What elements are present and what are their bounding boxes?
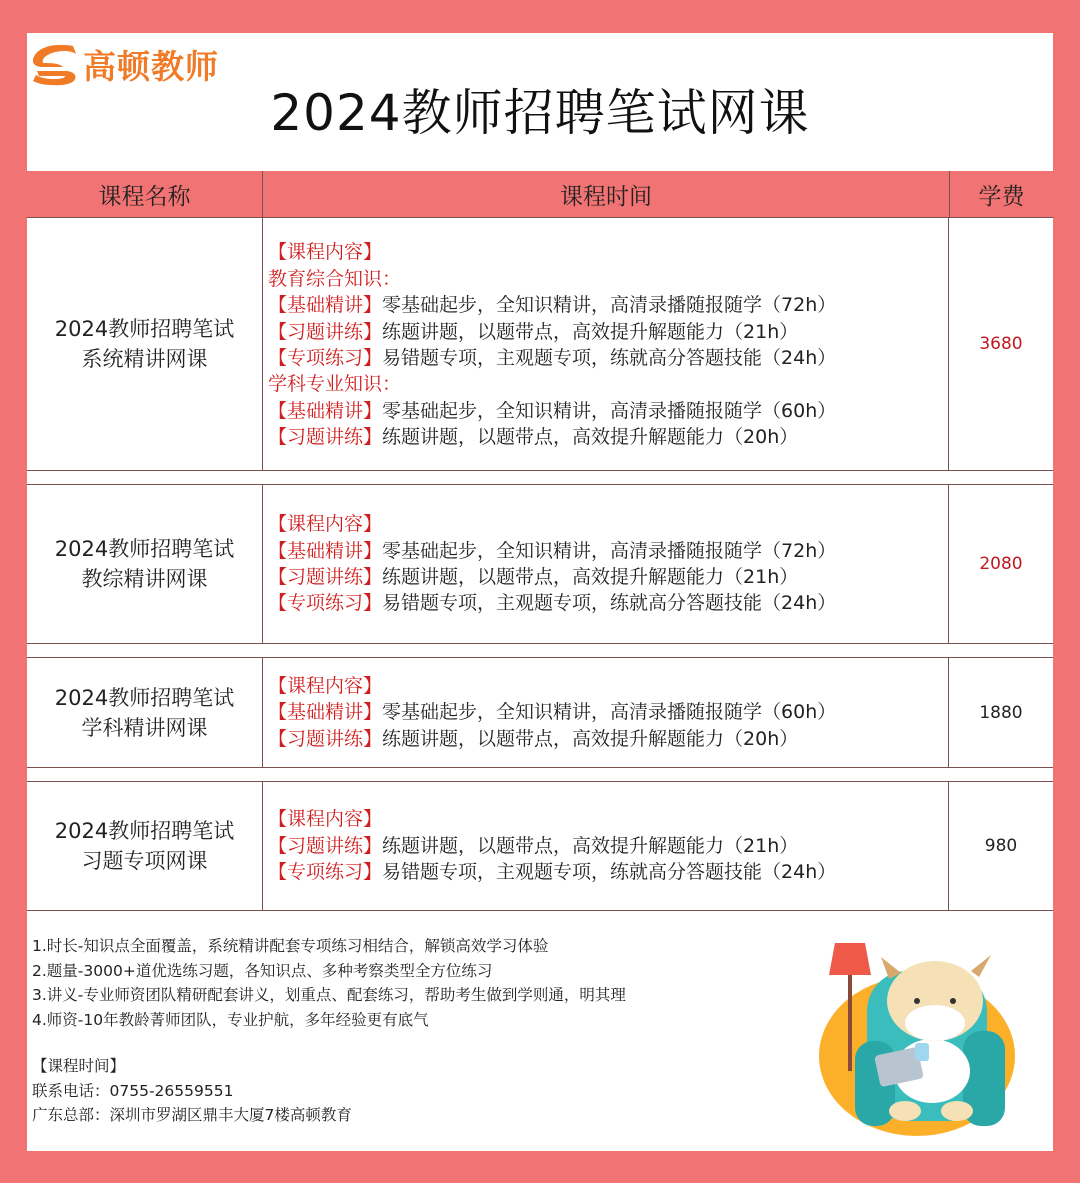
content-tag: 【基础精讲】 xyxy=(268,294,383,317)
content-line xyxy=(268,511,948,537)
content-text: 练题讲题，以题带点，高效提升解题能力（21h） xyxy=(382,834,799,857)
content-text: 练题讲题，以题带点，高效提升解题能力（20h） xyxy=(382,727,799,750)
note-item: 2.题量-3000+道优选练习题，各知识点、多种考察类型全方位练习 xyxy=(32,961,493,980)
course-content xyxy=(263,485,949,643)
content-tag: 【课程内容】 xyxy=(268,808,383,831)
course-name xyxy=(27,218,263,470)
content-line xyxy=(268,371,948,397)
content-line xyxy=(268,345,948,371)
content-line xyxy=(268,806,948,832)
course-name-line2: 系统精讲网课 xyxy=(81,347,208,371)
content-tag: 教育综合知识： xyxy=(268,267,402,290)
content-line xyxy=(268,292,948,318)
contact-heading: 【课程时间】 xyxy=(32,1057,126,1075)
content-text: 零基础起步，全知识精讲，高清录播随报随学（60h） xyxy=(382,701,837,724)
course-name xyxy=(27,658,263,767)
course-name-line1: 2024教师招聘笔试 xyxy=(54,537,235,561)
course-fee: 3680 xyxy=(979,334,1023,354)
content-line xyxy=(268,266,948,292)
course-fee: 1880 xyxy=(979,702,1023,723)
content-tag: 【专项练习】 xyxy=(268,861,383,884)
footer xyxy=(27,911,1053,1151)
course-content xyxy=(263,782,949,910)
content-tag: 【基础精讲】 xyxy=(268,399,383,422)
content-line xyxy=(268,833,948,859)
content-text: 练题讲题，以题带点，高效提升解题能力（20h） xyxy=(382,426,799,449)
content-line xyxy=(268,673,948,699)
table-row xyxy=(27,217,1053,471)
table-header xyxy=(27,171,1053,218)
content-line xyxy=(268,538,948,564)
note-item: 4.师资-10年教龄菁师团队，专业护航，多年经验更有底气 xyxy=(32,1010,429,1029)
column-header-name: 课程名称 xyxy=(27,171,263,217)
content-line xyxy=(268,239,948,265)
course-name xyxy=(27,782,263,910)
content-text: 零基础起步，全知识精讲，高清录播随报随学（72h） xyxy=(382,539,837,562)
content-text: 易错题专项，主观题专项，练就高分答题技能（24h） xyxy=(382,861,837,884)
note-item: 3.讲义-专业师资团队精研配套讲义，划重点、配套练习，帮助考生做到学则通，明其理 xyxy=(32,986,626,1004)
content-tag: 【习题讲练】 xyxy=(268,727,383,750)
logo-text: 高顿教师 xyxy=(83,46,219,86)
content-text: 练题讲题，以题带点，高效提升解题能力（21h） xyxy=(382,320,799,343)
column-header-time: 课程时间 xyxy=(263,171,950,217)
content-tag: 【习题讲练】 xyxy=(268,426,383,449)
course-name-line1: 2024教师招聘笔试 xyxy=(54,317,235,341)
course-name-line1: 2024教师招聘笔试 xyxy=(54,685,235,710)
content-tag: 【习题讲练】 xyxy=(268,834,383,857)
course-name-line1: 2024教师招聘笔试 xyxy=(54,819,235,843)
course-name-line2: 习题专项网课 xyxy=(81,849,208,873)
content-tag: 【专项练习】 xyxy=(268,592,383,615)
table-row xyxy=(27,781,1053,911)
course-name xyxy=(27,485,263,643)
course-sheet xyxy=(27,33,1053,1151)
content-tag: 学科专业知识： xyxy=(268,373,402,396)
content-text: 易错题专项，主观题专项，练就高分答题技能（24h） xyxy=(382,347,837,369)
content-text: 零基础起步，全知识精讲，高清录播随报随学（60h） xyxy=(382,399,837,422)
cow-mascot-illustration xyxy=(807,931,1037,1141)
column-header-fee: 学费 xyxy=(978,183,1025,210)
contact-address: 广东总部：深圳市罗湖区鼎丰大厦7楼高顿教育 xyxy=(32,1106,352,1124)
content-line xyxy=(268,319,948,345)
content-tag: 【基础精讲】 xyxy=(268,539,383,562)
content-line xyxy=(268,859,948,885)
content-line xyxy=(268,564,948,590)
content-text: 易错题专项，主观题专项，练就高分答题技能（24h） xyxy=(382,592,837,615)
content-line xyxy=(268,699,948,725)
course-fee: 2080 xyxy=(979,554,1023,574)
contact-info xyxy=(32,1054,352,1128)
content-line xyxy=(268,726,948,752)
content-line xyxy=(268,424,948,450)
course-name-line2: 教综精讲网课 xyxy=(81,567,208,591)
course-fee: 980 xyxy=(984,836,1018,856)
content-text: 练题讲题，以题带点，高效提升解题能力（21h） xyxy=(382,566,799,588)
note-item: 1.时长-知识点全面覆盖，系统精讲配套专项练习相结合，解锁高效学习体验 xyxy=(32,937,549,955)
content-tag: 【专项练习】 xyxy=(268,347,383,369)
contact-phone: 联系电话：0755-26559551 xyxy=(32,1081,234,1100)
course-content xyxy=(263,658,949,767)
table-row xyxy=(27,657,1053,768)
page-title: 2024教师招聘笔试网课 xyxy=(270,84,810,142)
content-tag: 【习题讲练】 xyxy=(268,320,383,343)
content-tag: 【课程内容】 xyxy=(268,674,383,697)
content-tag: 【基础精讲】 xyxy=(268,701,383,724)
content-line xyxy=(268,590,948,616)
content-tag: 【课程内容】 xyxy=(268,241,383,264)
course-content xyxy=(263,218,949,470)
table-row xyxy=(27,484,1053,644)
content-tag: 【习题讲练】 xyxy=(268,566,383,588)
content-tag: 【课程内容】 xyxy=(268,513,383,536)
course-name-line2: 学科精讲网课 xyxy=(81,715,208,740)
feature-notes xyxy=(32,934,626,1032)
header xyxy=(27,33,1053,172)
content-line xyxy=(268,398,948,424)
content-text: 零基础起步，全知识精讲，高清录播随报随学（72h） xyxy=(382,294,837,317)
